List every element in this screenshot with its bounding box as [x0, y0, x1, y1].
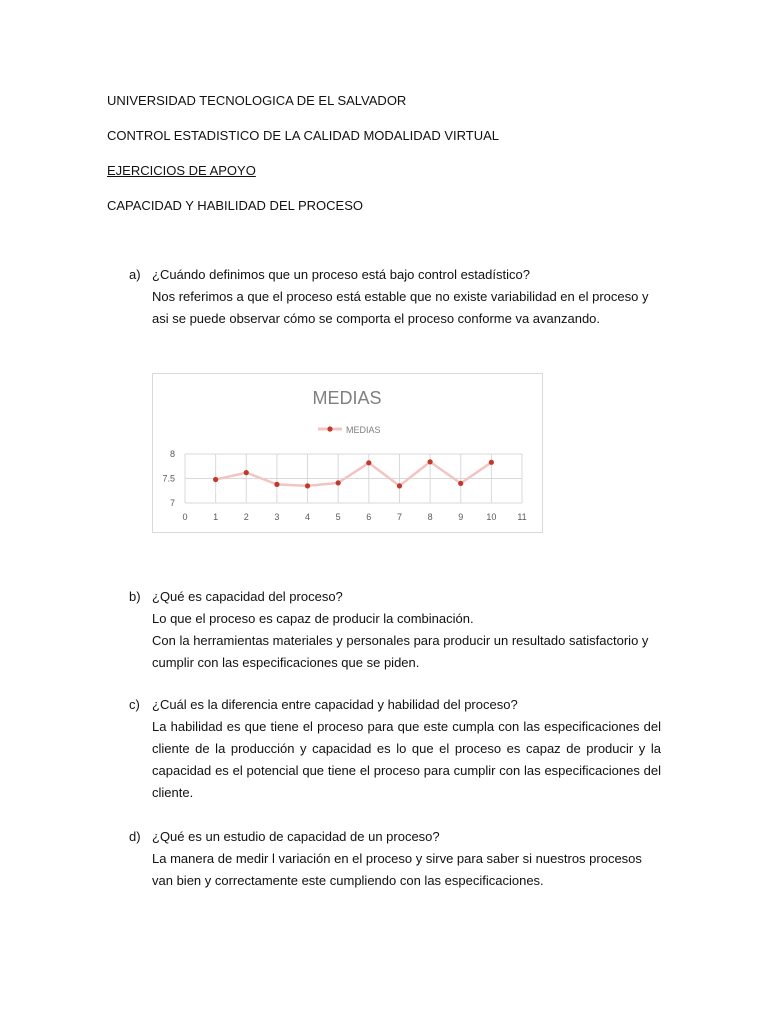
question-text: ¿Cuándo definimos que un proceso está bajo control estadístico? — [152, 267, 530, 282]
chart-canvas — [153, 374, 542, 532]
answer-text: La manera de medir l variación en el proceso y sirve para saber si nuestros procesos van bien y correctamente este cumpliendo con las especificaciones. — [152, 851, 642, 888]
data-point — [336, 480, 341, 485]
y-tick-label: 7.5 — [162, 473, 175, 484]
x-tick-label: 11 — [517, 512, 527, 522]
data-point — [305, 483, 310, 488]
question-text: ¿Qué es capacidad del proceso? — [152, 589, 343, 604]
chart-title: MEDIAS — [312, 388, 382, 408]
answer-line: Con la herramientas materiales y personales para producir un resultado satisfactorio y cumplir con las especificaciones que se piden. — [152, 633, 649, 670]
legend-marker — [327, 426, 332, 431]
data-point — [274, 482, 279, 487]
question-marker: b) — [129, 589, 141, 604]
question-text: ¿Cuál es la diferencia entre capacidad y habilidad del proceso? — [152, 697, 518, 712]
x-tick-label: 6 — [366, 512, 372, 522]
y-tick-label: 7 — [169, 498, 175, 508]
series-line — [216, 462, 492, 486]
x-tick-label: 4 — [305, 512, 311, 522]
x-tick-label: 1 — [213, 512, 219, 522]
legend-label: MEDIAS — [346, 425, 381, 435]
question-c — [129, 694, 661, 804]
chart-legend — [318, 425, 381, 435]
plot-area — [162, 449, 526, 522]
x-tick-label: 8 — [427, 512, 433, 522]
topic-title: CAPACIDAD Y HABILIDAD DEL PROCESO — [107, 198, 363, 213]
x-tick-label: 7 — [396, 512, 402, 522]
question-marker: a) — [129, 267, 141, 282]
question-a — [129, 264, 661, 330]
data-point — [458, 481, 463, 486]
x-tick-label: 2 — [243, 512, 249, 522]
answer-text: Nos referimos a que el proceso está estable que no existe variabilidad en el proceso y asi se puede observar cómo se comporta el proceso conforme va avanzando. — [152, 289, 649, 326]
x-tick-label: 3 — [274, 512, 280, 522]
course-name: CONTROL ESTADISTICO DE LA CALIDAD MODALIDAD VIRTUAL — [107, 128, 500, 143]
data-point — [244, 470, 249, 475]
answer-text: La habilidad es que tiene el proceso para que este cumpla con las especificaciones del cliente de la producción y capacidad es lo que el proceso es capaz de producir y la capacidad es el potencial que tiene el proceso para cumplir con las especificaciones del cliente. — [152, 719, 661, 800]
section-title: EJERCICIOS DE APOYO — [107, 163, 256, 178]
question-text: ¿Qué es un estudio de capacidad de un proceso? — [152, 829, 440, 844]
data-point — [213, 477, 218, 482]
question-marker: d) — [129, 829, 141, 844]
data-point — [489, 460, 494, 465]
question-b — [129, 586, 661, 674]
medias-chart — [152, 373, 543, 533]
answer-line: Lo que el proceso es capaz de producir la combinación. — [152, 611, 474, 626]
university-name: UNIVERSIDAD TECNOLOGICA DE EL SALVADOR — [107, 93, 407, 108]
x-tick-label: 9 — [458, 512, 464, 522]
question-d — [129, 826, 661, 892]
question-marker: c) — [129, 697, 140, 712]
x-tick-label: 10 — [486, 512, 497, 522]
x-tick-label: 0 — [182, 512, 188, 522]
data-point — [427, 459, 432, 464]
y-tick-label: 8 — [169, 449, 175, 459]
data-point — [366, 460, 371, 465]
data-point — [397, 483, 402, 488]
x-tick-label: 5 — [335, 512, 341, 522]
